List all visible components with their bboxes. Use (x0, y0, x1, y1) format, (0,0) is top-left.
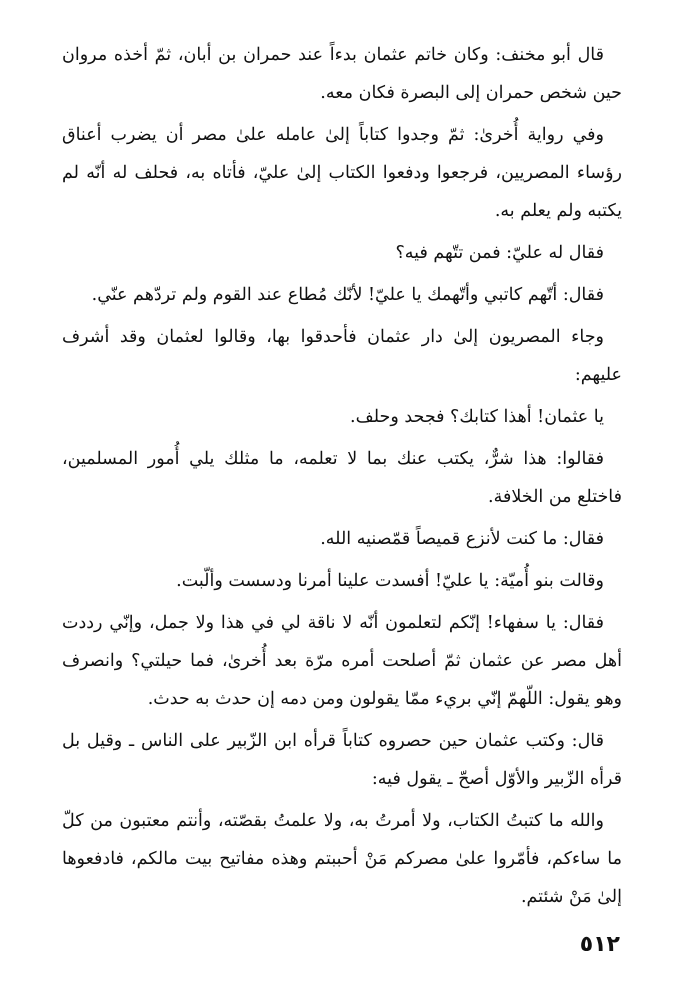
paragraph-shirt-reply: فقال: ما كنت لأنزع قميصاً قمّصنيه الله. (320, 529, 604, 549)
paragraph-abu-mikhnaf: قال أبو مخنف: وكان خاتم عثمان بدءاً عند حمران بن أبان، ثمّ أخذه مروان حين شخص حمران إلى البصرة فكان معه. (62, 45, 622, 103)
paragraph-another-narration: وفي رواية أُخرىٰ: ثمّ وجدوا كتاباً إلىٰ عامله علىٰ مصر أن يضرب أعناق رؤساء المصريين، فرجعوا ودفعوا الكتاب إلىٰ عليّ، فأتاه به، فحلف له أنّه لم يكتبه ولم يعلم به. (62, 125, 622, 221)
paragraph-uthman-accuses: فقال: أتّهم كاتبي وأتّهمك يا عليّ! لأنّك مُطاع عند القوم ولم تردّهم عنّي. (91, 285, 604, 305)
paragraph-is-this-your-letter: يا عثمان! أهذا كتابك؟ فجحد وحلف. (350, 407, 604, 427)
paragraph-ali-reply: فقال: يا سفهاء! إنّكم لتعلمون أنّه لا ناقة لي في هذا ولا جمل، وإنّي رددت أهل مصر عن عثمان ثمّ أصلحت أمره مرّة بعد أُخرىٰ، فما حيلتي؟ وانصرف وهو يقول: اللّهمّ إنّي بريء ممّا يقولون ومن دمه إن حدث به حدث. (62, 613, 622, 709)
paragraph-uthman-letter: والله ما كتبتُ الكتاب، ولا أمرتُ به، ولا علمتُ بقصّته، وأنتم معتبون من كلّ ما ساءكم، فأمّروا علىٰ مصركم مَنْ أحببتم وهذه مفاتيح بيت مالكم، فادفعوها إلىٰ مَنْ شئتم. (62, 811, 622, 907)
paragraph-ali-asks: فقال له عليّ: فمن تتّهم فيه؟ (395, 243, 604, 263)
paragraph-egyptians-surround: وجاء المصريون إلىٰ دار عثمان فأحدقوا بها، وقالوا لعثمان وقد أشرف عليهم: (62, 327, 622, 385)
body-text (62, 36, 622, 920)
paragraph-resign-demand: فقالوا: هذا شرٌّ، يكتب عنك بما لا تعلمه، ما مثلك يلي أُمور المسلمين، فاختلع من الخلافة. (62, 449, 622, 507)
page-number: ٥١٢ (579, 932, 620, 957)
paragraph-bani-umayya: وقالت بنو أُميّة: يا عليّ! أفسدت علينا أمرنا ودسست وألّبت. (176, 571, 604, 591)
paragraph-uthman-letter-intro: قال: وكتب عثمان حين حصروه كتاباً قرأه ابن الزّبير على الناس ـ وقيل بل قرأه الزّبير والأوّل أصحّ ـ يقول فيه: (62, 731, 622, 789)
